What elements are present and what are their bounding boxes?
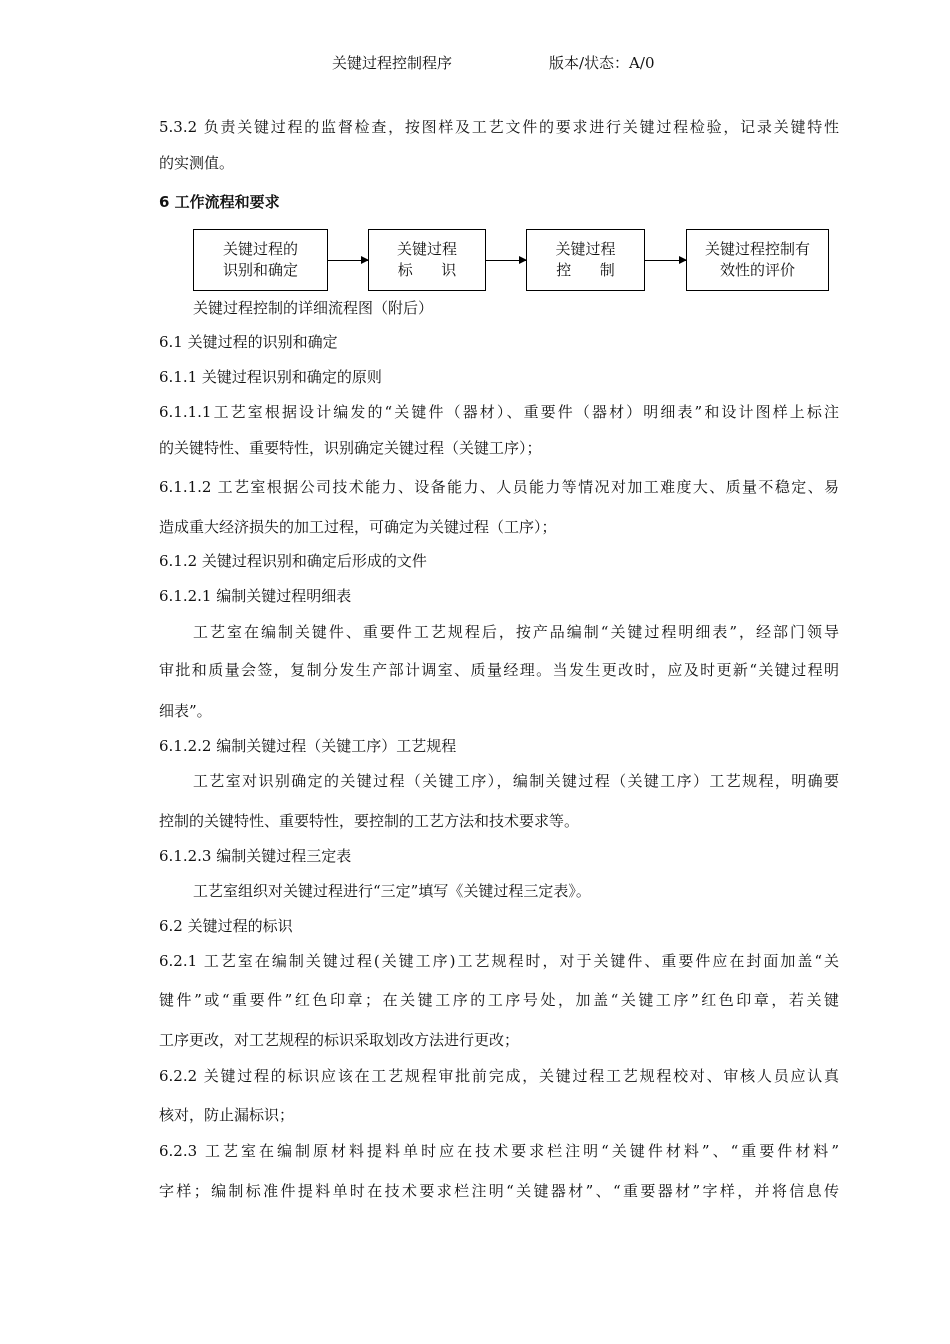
- paragraph-line: 6.1.1.1工艺室根据设计编发的“关键件（器材）、重要件（器材）明细表”和设计图样上标注: [159, 403, 839, 421]
- subsection-heading: 6.1.2.3 编制关键过程三定表: [159, 847, 352, 865]
- paragraph-line: 细表”。: [159, 702, 212, 720]
- flow-box-text: 识别和确定: [222, 261, 298, 279]
- subsection-heading: 6.1.2.1 编制关键过程明细表: [159, 587, 352, 605]
- paragraph-line: 键件”或“重要件”红色印章；在关键工序的工序号处，加盖“关键工序”红色印章，若关键: [159, 991, 839, 1009]
- paragraph-line: 造成重大经济损失的加工过程，可确定为关键过程（工序）；: [159, 518, 557, 536]
- flow-box-text: 标 识: [397, 261, 457, 279]
- paragraph-line: 控制的关键特性、重要特性，要控制的工艺方法和技术要求等。: [159, 812, 580, 830]
- flow-box-text: 关键过程: [555, 240, 616, 258]
- page-header: [0, 52, 950, 76]
- paragraph-line: 的实测值。: [159, 154, 235, 172]
- paragraph-line: 6.1.1.2 工艺室根据公司技术能力、设备能力、人员能力等情况对加工难度大、质量不稳定、易: [159, 478, 839, 496]
- paragraph-line: 字样；编制标准件提料单时在技术要求栏注明“关键器材”、“重要器材”字样，并将信息传: [159, 1182, 839, 1200]
- flow-box-text: 关键过程的: [222, 240, 298, 258]
- paragraph-line: 6.2.2 关键过程的标识应该在工艺规程审批前完成，关键过程工艺规程校对、审核人员应认真: [159, 1067, 839, 1085]
- flow-box-text: 关键过程控制有: [704, 240, 810, 258]
- version-status: 版本/状态：A/0: [549, 54, 655, 72]
- paragraph-line: 审批和质量会签，复制分发生产部计调室、质量经理。当发生更改时，应及时更新“关键过程明: [159, 661, 839, 679]
- flow-box-text: 效性的评价: [719, 261, 795, 279]
- flowchart-caption: 关键过程控制的详细流程图（附后）: [193, 299, 434, 317]
- flow-box-control: [526, 229, 645, 291]
- flow-arrow: [486, 260, 526, 261]
- flow-arrow: [645, 260, 686, 261]
- subsection-heading: 6.1.2 关键过程识别和确定后形成的文件: [159, 552, 427, 570]
- process-flowchart: [193, 229, 833, 295]
- flow-box-text: 控 制: [556, 261, 615, 279]
- paragraph-line: 工艺室在编制关键件、重要件工艺规程后，按产品编制“关键过程明细表”，经部门领导: [193, 623, 839, 641]
- section-heading: 6 工作流程和要求: [159, 193, 280, 211]
- subsection-heading: 6.2 关键过程的标识: [159, 917, 293, 935]
- paragraph-line: 5.3.2 负责关键过程的监督检查，按图样及工艺文件的要求进行关键过程检验，记录关键特性: [159, 118, 839, 136]
- paragraph-line: 6.2.3 工艺室在编制原材料提料单时应在技术要求栏注明“关键件材料”、“重要件材料”: [159, 1142, 839, 1160]
- flow-arrow: [328, 260, 368, 261]
- flow-box-mark: [368, 229, 486, 291]
- flow-box-identify: [193, 229, 328, 291]
- paragraph-line: 工艺室组织对关键过程进行“三定”填写《关键过程三定表》。: [193, 882, 591, 900]
- flow-box-text: 关键过程: [396, 240, 457, 258]
- paragraph-line: 核对，防止漏标识；: [159, 1106, 295, 1124]
- subsection-heading: 6.1.1 关键过程识别和确定的原则: [159, 368, 382, 386]
- paragraph-line: 工艺室对识别确定的关键过程（关键工序），编制关键过程（关键工序）工艺规程，明确要: [193, 772, 839, 790]
- flow-box-evaluate: [686, 229, 829, 291]
- subsection-heading: 6.1.2.2 编制关键过程（关键工序）工艺规程: [159, 737, 457, 755]
- paragraph-line: 6.2.1 工艺室在编制关键过程(关键工序)工艺规程时，对于关键件、重要件应在封面加盖“关: [159, 952, 839, 970]
- paragraph-line: 工序更改，对工艺规程的标识采取划改方法进行更改；: [159, 1031, 520, 1049]
- paragraph-line: 的关键特性、重要特性，识别确定关键过程（关键工序）；: [159, 439, 542, 457]
- document-title: 关键过程控制程序: [332, 54, 453, 72]
- subsection-heading: 6.1 关键过程的识别和确定: [159, 333, 338, 351]
